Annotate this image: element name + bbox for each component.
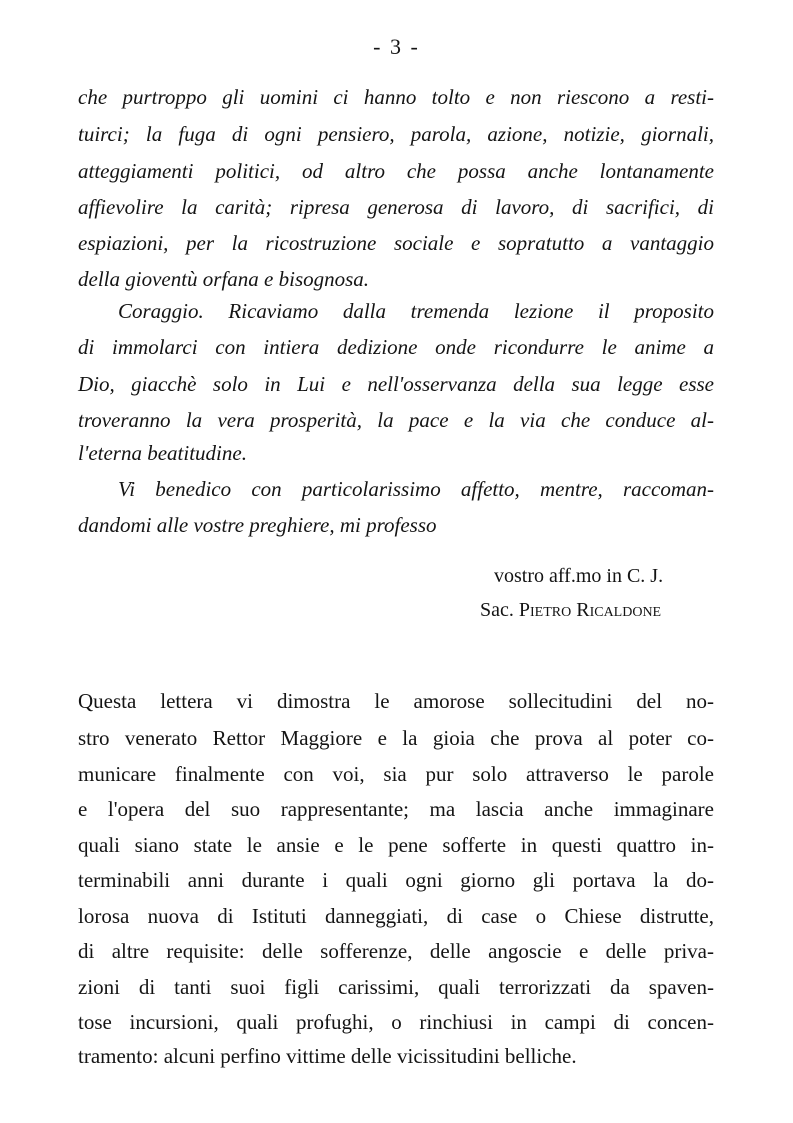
signature-name: Pietro Ricaldone	[518, 599, 662, 621]
letter-line: Coraggio. Ricaviamo dalla tremenda lezione il proposito	[118, 299, 714, 323]
letter-line: espiazioni, per la ricostruzione sociale e sopratutto a vantaggio	[78, 231, 714, 255]
letter-line: affievolire la carità; ripresa generosa di lavoro, di sacrifici, di	[78, 195, 714, 219]
commentary-line: lorosa nuova di Istituti danneggiati, di case o Chiese distrutte,	[78, 904, 714, 928]
commentary-line: di altre requisite: delle sofferenze, delle angoscie e delle priva-	[78, 939, 714, 963]
page-number: - 3 -	[373, 34, 420, 59]
letter-line: tuirci; la fuga di ogni pensiero, parola, azione, notizie, giornali,	[78, 122, 714, 146]
signature-prefix: Sac.	[480, 599, 514, 621]
commentary-line: Questa lettera vi dimostra le amorose sollecitudini del no-	[78, 689, 714, 713]
commentary-line: quali siano state le ansie e le pene sofferte in questi quattro in-	[78, 833, 714, 857]
commentary-line: municare finalmente con voi, sia pur solo attraverso le parole	[78, 762, 714, 786]
commentary-line: e l'opera del suo rappresentante; ma lascia anche immaginare	[78, 797, 714, 821]
letter-line: atteggiamenti politici, od altro che possa anche lontanamente	[78, 159, 714, 183]
letter-line: l'eterna beatitudine.	[78, 441, 247, 465]
letter-line: dandomi alle vostre preghiere, mi professo	[78, 513, 437, 537]
letter-line: Dio, giacchè solo in Lui e nell'osservanza della sua legge esse	[78, 372, 714, 396]
signature	[480, 597, 661, 623]
commentary-line: stro venerato Rettor Maggiore e la gioia che prova al poter co-	[78, 726, 714, 750]
closing-salutation: vostro aff.mo in C. J.	[494, 565, 664, 587]
letter-line: troveranno la vera prosperità, la pace e la via che conduce al-	[78, 408, 714, 432]
commentary-line: tose incursioni, quali profughi, o rinchiusi in campi di concen-	[78, 1010, 714, 1034]
commentary-line: zioni di tanti suoi figli carissimi, quali terrorizzati da spaven-	[78, 975, 714, 999]
letter-line: di immolarci con intiera dedizione onde ricondurre le anime a	[78, 335, 714, 359]
letter-line: Vi benedico con particolarissimo affetto, mentre, raccoman-	[118, 477, 714, 501]
letter-line: della gioventù orfana e bisognosa.	[78, 267, 370, 291]
letter-line: che purtroppo gli uomini ci hanno tolto e non riescono a resti-	[78, 85, 714, 109]
commentary-line: terminabili anni durante i quali ogni giorno gli portava la do-	[78, 868, 714, 892]
commentary-line: tramento: alcuni perfino vittime delle vicissitudini belliche.	[78, 1044, 577, 1068]
